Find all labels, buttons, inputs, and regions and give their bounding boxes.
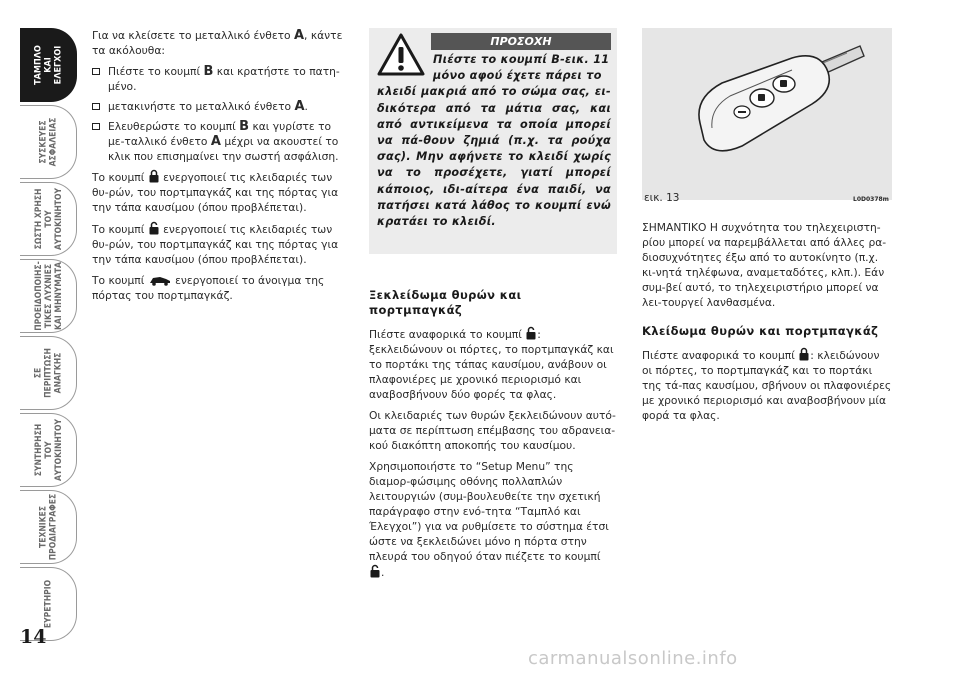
column-left (92, 28, 347, 309)
list-item: μετακινήστε το μεταλλικό ένθετο A. (92, 99, 347, 114)
tab-label: ΕΥΡΕΤΗΡΙΟ (43, 579, 54, 629)
lock-button-paragraph: Το κουμπί ενεργοποιεί τις κλειδαριές των θυ-ρών, του πορτμπαγκάζ και της πόρτας για την τάπα καυσίμου (όπου προβλέπεται). (92, 171, 339, 214)
lock-open-icon (526, 326, 536, 340)
figure-caption: εικ. 13 (644, 192, 680, 204)
tab-warning-lights[interactable] (20, 259, 77, 333)
checkbox-bullet-icon (92, 123, 100, 130)
lock-closed-icon (149, 169, 159, 183)
important-note: ΣΗΜΑΝΤΙΚΟ Η συχνότητα του τηλεχειριστη-ρίου μπορεί να παρεμβάλλεται από άλλες ρα-διοσυχνότητες έξω από το αυτοκίνητο (π.χ. κι-νητά τηλέφωνα, αναμεταδότες, κλπ.). Εάν συμ-βεί αυτό, το τηλεχειριστήριο μπορεί να λει-τουργεί λανθασμένα. (642, 221, 887, 309)
warning-title: ΠΡΟΣΟΧΗ (431, 33, 611, 50)
column-middle (369, 288, 617, 586)
lock-closed-icon (799, 347, 809, 361)
tab-safety-devices[interactable] (20, 105, 77, 179)
chapter-tabs (20, 28, 77, 644)
checkbox-bullet-icon (92, 68, 100, 75)
warning-box (369, 28, 617, 254)
figure-code: L0D0378m (853, 196, 889, 203)
unlock-button-paragraph: Το κουμπί ενεργοποιεί τις κλειδαριές των θυ-ρών, του πορτμπαγκάζ και της πόρτας για την τάπα καυσίμου (όπου προβλέπεται). (92, 223, 339, 266)
key-figure-image (642, 28, 892, 200)
setup-menu-paragraph: Χρησιμοποιήστε το “Setup Menu” της διαμορ-φώσιμης οθόνης πολλαπλών λειτουργιών (συμ-βουλευθείτε την σχετική παράγραφο στην ενό-τητα “Ταμπλό και Έλεγχοι”) για να ρυθμίσετε το σύστημα έτσι ώστε να ξεκλειδώνει μόνο η πόρτα στην πλευρά του οδηγού όταν πιέζετε το κουμπί . (369, 460, 609, 579)
auto-unlock-paragraph: Οι κλειδαριές των θυρών ξεκλειδώνουν αυτό-ματα σε περίπτωση επέμβασης του αδρανεια-κού διακόπτη αποκοπής του καυσίμου. (369, 409, 616, 452)
unlock-paragraph: Πιέστε αναφορικά το κουμπί : ξεκλειδώνουν οι πόρτες, το πορτμπαγκάζ και το πορτάκι της τάπας καυσίμου, ανάβουν οι πλαφονιέρες με χρονικό περιορισμό και αναβοσβήνουν δύο φορές τα φλας. (369, 328, 614, 401)
page-number: 14 (20, 626, 47, 648)
watermark: carmanualsonline.info (528, 648, 738, 669)
trunk-button-paragraph: Το κουμπί ενεργοποιεί το άνοιγμα της πόρτας του πορτμπαγκάζ. (92, 274, 325, 302)
remote-key-illustration (642, 28, 892, 193)
tab-label: ΣΥΝΤΗΡΗΣΗ ΤΟΥ ΑΥΤΟΚΙΝΗΤΟΥ (33, 419, 64, 481)
list-item: Ελευθερώστε το κουμπί B και γυρίστε το με-ταλλικό ένθετο A μέχρι να ακουστεί το κλικ που επισημαίνει την σωστή ασφάλιση. (92, 119, 347, 164)
tab-label: ΤΑΜΠΛΟ ΚΑΙ ΕΛΕΓΧΟΙ (33, 45, 64, 85)
tab-maintenance[interactable] (20, 413, 77, 487)
tab-emergency[interactable] (20, 336, 77, 410)
list-item: Πιέστε το κουμπί B και κρατήστε το πατη-μένο. (92, 64, 347, 94)
car-trunk-icon (149, 275, 171, 286)
tab-label: ΣΩΣΤΗ ΧΡΗΣΗ ΤΟΥ ΑΥΤΟΚΙΝΗΤΟΥ (33, 188, 64, 250)
lock-paragraph: Πιέστε αναφορικά το κουμπί : κλειδώνουν οι πόρτες, το πορτμπαγκάζ και το πορτάκι της τά-πας καυσίμου, σβήνουν οι πλαφονιέρες με χρονικό περιορισμό και αναβοσβήνουν μία φορά τα φλας. (642, 349, 892, 422)
intro-paragraph: Για να κλείσετε το μεταλλικό ένθετο A, κάντε τα ακόλουθα: (92, 28, 343, 57)
checkbox-bullet-icon (92, 103, 100, 110)
tab-dashboard-controls[interactable] (20, 28, 77, 102)
tab-label: ΣΥΣΚΕΥΕΣ ΑΣΦΑΛΕΙΑΣ (38, 117, 59, 167)
lock-open-icon (370, 564, 380, 578)
tab-label: ΣΕ ΠΕΡΙΠΤΩΣΗ ΑΝΑΓΚΗΣ (33, 348, 64, 398)
column-right (642, 220, 892, 429)
tab-label: ΤΕΧΝΙΚΕΣ ΠΡΟΔΙΑΓΡΑΦΕΣ (38, 493, 59, 561)
section-heading-lock: Κλείδωμα θυρών και πορτμπαγκάζ (642, 324, 879, 338)
section-heading-unlock: Ξεκλείδωμα θυρών και πορτμπαγκάζ (369, 288, 522, 317)
tab-label: ΠΡΟΕΙΔΟΠΟΙΗΣ- ΤΙΚΕΣ ΛΥΧΝΙΕΣ ΚΑΙ ΜΗΝΥΜΑΤΑ (33, 261, 64, 331)
lock-open-icon (149, 221, 159, 235)
tab-technical-specs[interactable] (20, 490, 77, 564)
warning-text: Πιέστε το κουμπί B-εικ. 11 μόνο αφού έχετε πάρει το κλειδί μακριά από το σώμα σας, ει-δικότερα από τα μάτια σας, και από αντικείμενα τα οποία μπορεί να πά-θουν ζημιά (π.χ. τα ρούχα σας). Μην αφήνετε το κλειδί χωρίς να το προσέχετε, γιατί μπορεί κάποιος, ιδι-αίτερα ένα παιδί, να πατήσει κατά λάθος το κουμπί ενώ κρατάει το κλειδί. (377, 53, 611, 229)
tab-correct-use[interactable] (20, 182, 77, 256)
